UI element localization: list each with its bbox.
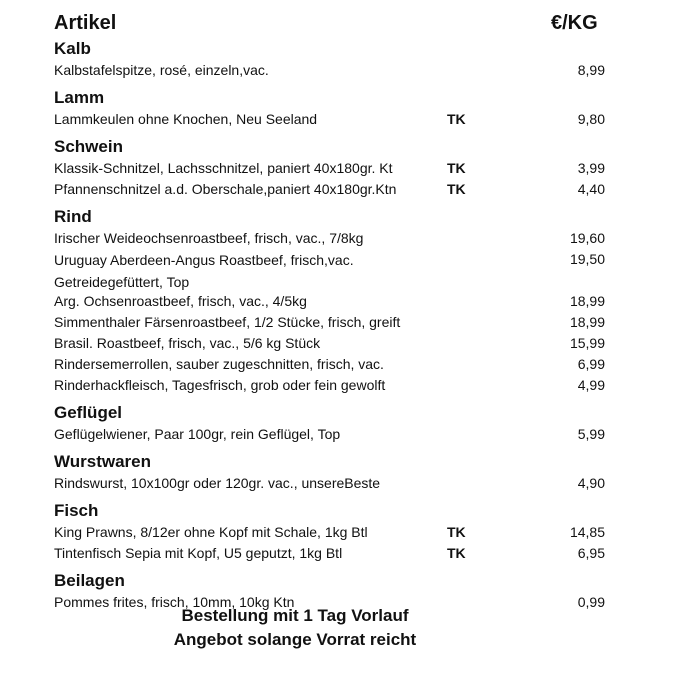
article-row <box>54 424 614 445</box>
article-name: Geflügelwiener, Paar 100gr, rein Geflügel, Top <box>54 426 341 442</box>
article-price: 3,99 <box>577 160 605 176</box>
article-name <box>54 249 444 293</box>
article-price: 6,95 <box>577 545 605 561</box>
article-name: Kalbstafelspitze, rosé, einzeln,vac. <box>54 62 269 78</box>
article-price: 5,99 <box>577 426 605 442</box>
article-name: Lammkeulen ohne Knochen, Neu Seeland <box>54 111 318 127</box>
article-name: Brasil. Roastbeef, frisch, vac., 5/6 kg Stück <box>54 335 321 351</box>
category-title: Wurstwaren <box>54 452 151 471</box>
article-row <box>54 375 614 396</box>
category-title: Beilagen <box>54 571 125 590</box>
category-title: Lamm <box>54 88 105 107</box>
article-price: 19,60 <box>569 230 605 246</box>
category-section <box>54 38 614 81</box>
price-column-heading: €/KG <box>551 12 598 34</box>
article-row <box>54 543 614 564</box>
article-name-line: Uruguay Aberdeen-Angus Roastbeef, frisch,vac. <box>54 252 354 268</box>
category-title: Rind <box>54 207 92 226</box>
article-price: 6,99 <box>577 356 605 372</box>
article-name: King Prawns, 8/12er ohne Kopf mit Schale, 1kg Btl <box>54 524 368 540</box>
article-row <box>54 312 614 333</box>
article-row <box>54 228 614 249</box>
article-name: Arg. Ochsenroastbeef, frisch, vac., 4/5kg <box>54 293 307 309</box>
article-price: 4,99 <box>577 377 605 393</box>
category-section <box>54 136 614 200</box>
footer-note <box>150 604 440 652</box>
category-section <box>54 451 614 494</box>
article-price: 15,99 <box>569 335 605 351</box>
article-row <box>54 60 614 81</box>
footer-line-order: Bestellung mit 1 Tag Vorlauf <box>181 606 409 625</box>
article-price: 4,40 <box>577 181 605 197</box>
article-name: Rindersemerrollen, sauber zugeschnitten, frisch, vac. <box>54 356 384 372</box>
article-name-line: Getreidegefüttert, Top <box>54 274 190 290</box>
frozen-marker: TK <box>447 524 466 540</box>
article-price: 9,80 <box>577 111 605 127</box>
article-row <box>54 158 614 179</box>
category-section <box>54 402 614 445</box>
frozen-marker: TK <box>447 181 466 197</box>
article-list <box>54 38 614 613</box>
article-price: 8,99 <box>577 62 605 78</box>
article-row <box>54 522 614 543</box>
article-row <box>54 179 614 200</box>
article-row <box>54 249 614 291</box>
article-name: Klassik-Schnitzel, Lachsschnitzel, paniert 40x180gr. Kt <box>54 160 393 176</box>
article-name: Pfannenschnitzel a.d. Oberschale,paniert 40x180gr.Ktn <box>54 181 397 197</box>
article-name: Simmenthaler Färsenroastbeef, 1/2 Stücke, frisch, greift <box>54 314 401 330</box>
article-price: 0,99 <box>577 594 605 610</box>
frozen-marker: TK <box>447 545 466 561</box>
article-name: Pommes frites, frisch, 10mm, 10kg Ktn <box>54 594 295 610</box>
category-section <box>54 87 614 130</box>
category-title: Fisch <box>54 501 99 520</box>
category-title: Geflügel <box>54 403 123 422</box>
article-price: 18,99 <box>569 293 605 309</box>
article-row <box>54 291 614 312</box>
category-title: Schwein <box>54 137 123 156</box>
article-name: Tintenfisch Sepia mit Kopf, U5 geputzt, 1kg Btl <box>54 545 343 561</box>
category-section <box>54 206 614 396</box>
article-price: 18,99 <box>569 314 605 330</box>
frozen-marker: TK <box>447 111 466 127</box>
article-price: 19,50 <box>569 251 605 267</box>
article-name: Rinderhackfleisch, Tagesfrisch, grob oder fein gewolft <box>54 377 386 393</box>
table-header <box>54 12 614 36</box>
article-row <box>54 354 614 375</box>
category-section <box>54 500 614 564</box>
article-row <box>54 109 614 130</box>
article-price: 4,90 <box>577 475 605 491</box>
article-name: Rindswurst, 10x100gr oder 120gr. vac., unsereBeste <box>54 475 381 491</box>
article-column-heading: Artikel <box>54 12 117 34</box>
article-name: Irischer Weideochsenroastbeef, frisch, vac., 7/8kg <box>54 230 364 246</box>
footer-line-offer: Angebot solange Vorrat reicht <box>173 630 417 649</box>
article-row <box>54 333 614 354</box>
article-price: 14,85 <box>569 524 605 540</box>
article-row <box>54 473 614 494</box>
frozen-marker: TK <box>447 160 466 176</box>
category-title: Kalb <box>54 39 91 58</box>
